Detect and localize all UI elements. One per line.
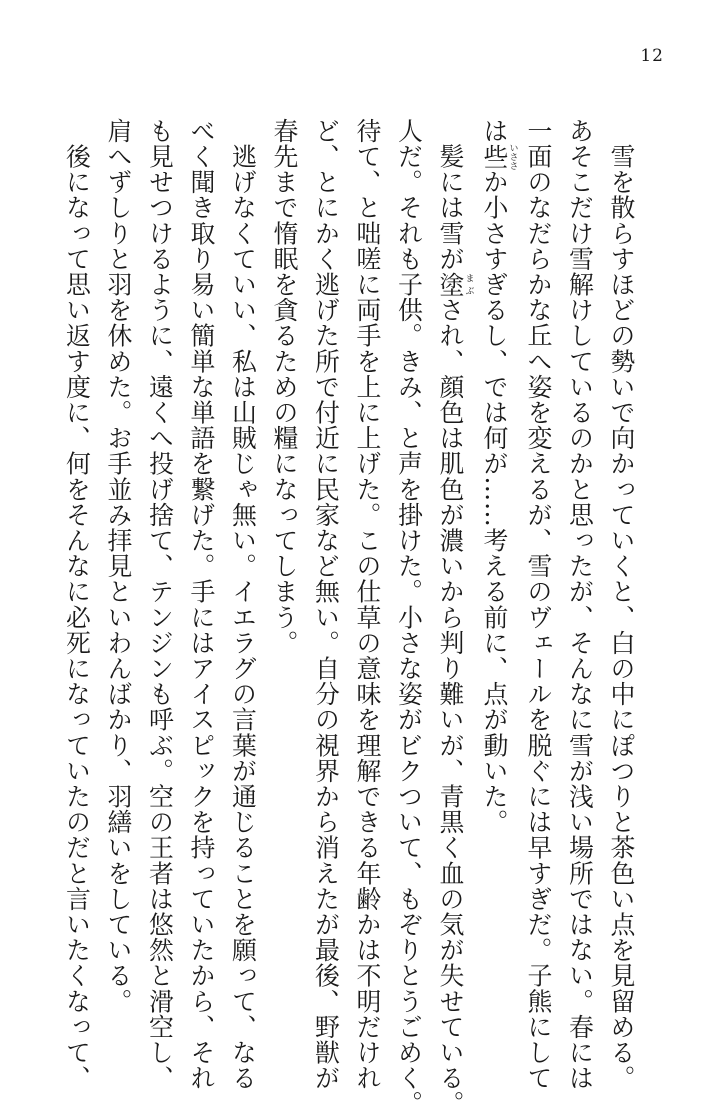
ruby-reading: まぶ (463, 271, 474, 298)
ruby-annotation: 些いささ (480, 142, 518, 170)
text-line: 後になって思い返す度に、何をそんなに必死になっていたのだと言いたくなって、 (62, 118, 92, 1091)
text-line: 肩へずしりと羽を休めた。お手並み拝見といわんばかり、羽繕いをしている。 (104, 118, 133, 1014)
text-line: 人だ。それも子供。きみ、と声を掛けた。小さな姿がビクついて、もぞりとうごめく。 (394, 118, 424, 1116)
text-line: 逃げなくていい、私は山賊じゃ無い。イエラグの言葉が通じることを願って、なる (228, 118, 258, 1091)
page-number: 12 (640, 46, 664, 66)
text-line: ど、とにかく逃げた所で付近に民家など無い。自分の視界から消えたが最後、野獣が (311, 118, 341, 1091)
text-line: も見せつけるように、遠くへ投げ捨て、テンジンも呼ぶ。空の王者は悠然と滑空し、 (145, 118, 175, 1091)
text-line: 春先まで惰眠を貪るための糧になってしまう。 (270, 118, 299, 656)
text-line: べく聞き取り易い簡単な単語を繋げた。手にはアイスピックを持っていたから、それ (187, 118, 216, 1091)
text-line: 髪には雪が塗まぶされ、顔色は肌色が濃いから判り難いが、青黒く血の気が失せている。 (436, 118, 474, 1116)
text-line: あそこだけ雪解けしているのかと思ったが、そんなに雪が浅い場所ではない。春には (565, 118, 595, 1091)
text-line: は些いささか小さすぎるし、では何が……考える前に、点が動いた。 (480, 118, 518, 835)
text-line: 待て、と咄嗟に両手を上に上げた。この仕草の意味を理解できる年齢かは不明だけれ (353, 118, 382, 1091)
novel-text-body (56, 118, 642, 1116)
ruby-annotation: 塗まぶ (436, 271, 474, 298)
text-line: 一面のなだらかな丘へ姿を変えるが、雪のヴェールを脱ぐには早すぎだ。子熊にして (524, 118, 553, 1091)
ruby-reading: いささ (507, 142, 518, 170)
text-line: 雪を散らすほどの勢いで向かっていくと、白の中にぽつりと茶色い点を見留める。 (607, 118, 636, 1091)
